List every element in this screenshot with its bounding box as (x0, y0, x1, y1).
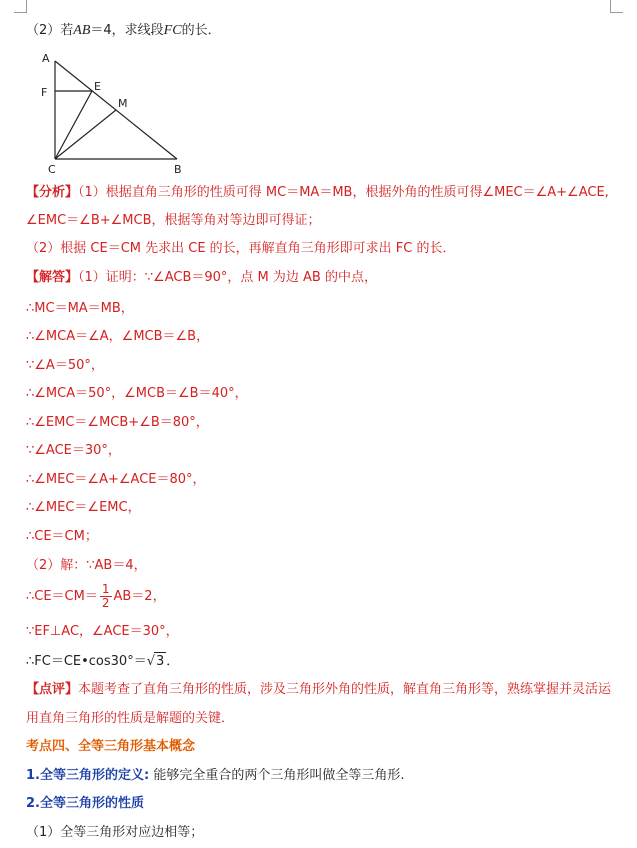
solution-line-11: （2）解：∵AB＝4， (26, 558, 147, 573)
solution-line-12 (26, 582, 166, 612)
fraction-numerator: 1 (101, 582, 110, 596)
solution-line-6: ∴∠EMC＝∠MCB+∠B＝80°， (26, 415, 209, 430)
definition-label: 1.全等三角形的定义: (26, 768, 150, 783)
property-heading: 2.全等三角形的性质 (26, 796, 144, 811)
q2-fc: FC (163, 23, 182, 38)
label-b: B (174, 163, 182, 176)
solution-line-1 (26, 269, 377, 287)
fraction-denominator: 2 (101, 596, 110, 610)
solution-line-3: ∴∠MCA＝∠A，∠MCB＝∠B， (26, 329, 210, 344)
comment-tag: 【点评】 (26, 682, 79, 697)
analysis-line-1 (26, 184, 609, 202)
comment-line-2: 用直角三角形的性质是解题的关键． (26, 711, 235, 726)
q2-ab: AB (73, 23, 91, 38)
sqrt-radicand: 3 (156, 654, 165, 669)
solution-l12-post: AB＝2， (113, 589, 166, 604)
label-m: M (118, 97, 128, 110)
page-corner-mark-right (610, 0, 623, 13)
definition-line (26, 767, 404, 785)
sqrt-symbol: √ (146, 654, 155, 669)
solution-tag: 【解答】 (26, 270, 79, 285)
definition-text: 能够完全重合的两个三角形叫做全等三角形. (149, 768, 405, 783)
solution-l14-pre: ∴FC＝CE•cos30°＝ (26, 654, 147, 669)
solution-l12-pre: ∴CE＝CM＝ (26, 589, 98, 604)
q2-eq: ＝4，求线段 (90, 23, 164, 38)
solution-line-9: ∴∠MEC＝∠EMC， (26, 500, 141, 515)
solution-line-8: ∴∠MEC＝∠A+∠ACE＝80°， (26, 472, 206, 487)
solution-line-5: ∴∠MCA＝50°，∠MCB＝∠B＝40°， (26, 386, 248, 401)
analysis-text-1: （1）根据直角三角形的性质可得 MC＝MA＝MB，根据外角的性质可得∠MEC＝∠A+∠ACE, (78, 185, 609, 200)
solution-text-1: （1）证明：∵∠ACB＝90°，点 M 为边 AB 的中点， (78, 270, 377, 285)
label-a: A (42, 52, 50, 65)
solution-line-4: ∵∠A＝50°， (26, 358, 104, 373)
label-e: E (94, 80, 101, 93)
segment-ce (55, 91, 92, 159)
analysis-line-2: ∠EMC＝∠B+∠MCB，根据等角对等边即可得证； (26, 213, 321, 228)
solution-l14-post: ． (166, 654, 180, 669)
q2-suffix: 的长． (181, 23, 221, 38)
comment-text-1: 本题考查了直角三角形的性质，涉及三角形外角的性质，解直角三角形等，熟练掌握并灵活运 (78, 682, 612, 697)
solution-line-2: ∴MC＝MA＝MB， (26, 301, 134, 316)
solution-line-10: ∴CE＝CM； (26, 529, 98, 544)
fraction-one-half (100, 583, 112, 610)
section-title: 考点四、全等三角形基本概念 (26, 739, 196, 754)
comment-line-1 (26, 681, 611, 699)
solution-line-7: ∵∠ACE＝30°， (26, 443, 121, 458)
solution-line-14 (26, 652, 179, 671)
geometry-figure (38, 48, 198, 178)
segment-cm (55, 110, 116, 159)
page-corner-mark-left (14, 0, 27, 13)
analysis-line-3: （2）根据 CE＝CM 先求出 CE 的长，再解直角三角形即可求出 FC 的长． (26, 241, 456, 256)
label-c: C (48, 163, 56, 176)
label-f: F (41, 86, 48, 99)
analysis-tag: 【分析】 (26, 185, 79, 200)
solution-line-13: ∵EF⊥AC，∠ACE＝30°， (26, 624, 179, 639)
q2-prefix: （2）若 (26, 23, 74, 38)
property-item-1: （1）全等三角形对应边相等； (26, 825, 204, 840)
question-2-header (26, 22, 221, 40)
